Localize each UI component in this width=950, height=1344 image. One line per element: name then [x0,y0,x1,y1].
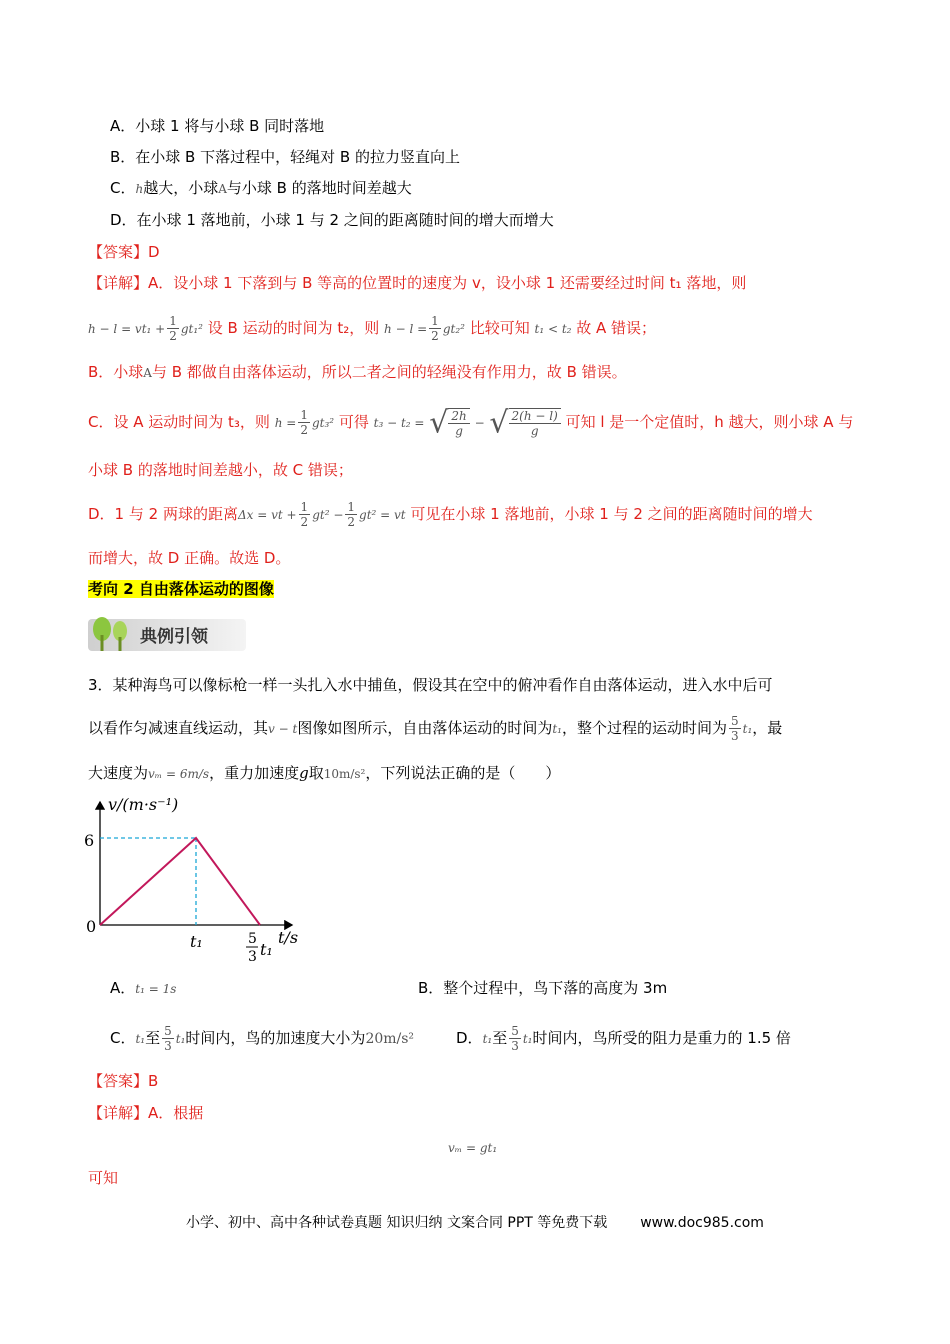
detail-2-eq: vₘ = gt₁ [448,1141,498,1155]
eq-dx: Δx = vt + [237,508,297,522]
frac-half: $\frac{1}{2}$ [169,314,177,343]
compare-text: 比较可知 [469,319,530,337]
eq-t1-lt-t2: t₁ < t₂ [534,322,572,336]
sqrt-2h-g: √ $\frac{2h}{g}$ [429,403,470,443]
answer-2: 【答案】B [88,1072,159,1090]
answer-1: 【答案】D [88,243,160,261]
math-20: 20m/s² [365,1031,415,1047]
math-t1b: t₁ [742,722,753,736]
detail-1-d-pre: D．1 与 2 两球的距离 [88,505,238,523]
frac-half-4: $\frac{1}{2}$ [300,500,309,529]
math-h: h [135,182,144,196]
detail-1-c-pre: C．设 A 运动时间为 t₃，则 [88,413,270,431]
option-d: D．在小球 1 落地前，小球 1 与 2 之间的距离随时间的增大而增大 [110,211,554,229]
math-gval: 10m/s² [323,767,366,781]
detail-1-a-end: 故 A 错误； [576,319,657,337]
option-b: B．在小球 B 下落过程中，轻绳对 B 的拉力竖直向上 [110,148,460,166]
math-a: A [218,182,227,196]
velocity-series-line [100,838,260,925]
eq-t3-t2: t₃ − t₂ = [373,416,425,430]
origin-label: 0 [86,917,97,936]
math-g: g [299,764,309,782]
option-c-prefix: C． [110,179,136,197]
detail-1-a2 [88,310,656,347]
y-axis-label: v/(m·s⁻¹) [108,795,179,814]
footer-link[interactable]: www.doc985.com [640,1215,764,1231]
frac-half-3: $\frac{1}{2}$ [300,408,308,437]
detail-2-l1: 【详解】A．根据 [88,1104,204,1122]
eq-gt1: gt₁² [180,322,203,336]
q3-line3: 大速度为vₘ = 6m/s，重力加速度g取10m/s²，下列说法正确的是（ ） [88,764,561,782]
detail-1-d2: 而增大，故 D 正确。故选 D。 [88,549,291,567]
detail-1-b: B．小球A与 B 都做自由落体运动，所以二者之间的轻绳没有作用力，故 B 错误。 [88,363,627,381]
detail-1-text: 设 B 运动的时间为 t₂，则 [207,319,380,337]
sqrt-2h-l-g: √ $\frac{2(h - l)}{g}$ [489,403,560,443]
detail-1-c2: 小球 B 的落地时间差越小，故 C 错误； [88,461,353,479]
math-a: A [143,366,152,380]
eq-gt-sq: gt² − [312,508,344,522]
frac-half-2: $\frac{1}{2}$ [431,314,439,343]
q3-line1: 3．某种海鸟可以像标枪一样一头扎入水中捕鱼，假设其在空中的俯冲看作自由落体运动，进入水中后可 [88,676,773,694]
q3-option-c: C．t₁至 $\frac{5}{3}$ t₁时间内，鸟的加速度大小为20m/s² [110,1024,415,1053]
option-a: A．小球 1 将与小球 B 同时落地 [110,117,325,135]
math-t1: t₁ [552,722,562,736]
eq-gt2: gt₂² [442,322,465,336]
x-tick-t1: t₁ [190,932,203,951]
frac-5-3: $\frac{5}{3}$ [730,714,739,743]
math-vm: vₘ = 6m/s [148,767,210,781]
detail-1-c-get: 可得 [338,413,369,431]
detail-1-d-post: 可见在小球 1 落地前，小球 1 与 2 之间的距离随时间的增大 [410,505,813,523]
detail-1-d [88,494,813,535]
eq-h-l: h − l = vt₁ + [88,322,166,336]
q3-option-d: D．t₁至 $\frac{5}{3}$ t₁时间内，鸟所受的阻力是重力的 1.5 倍 [456,1024,791,1053]
detail-2-l2: 可知 [88,1169,119,1187]
x-tick-5-3-num: 5 [248,931,257,947]
x-tick-5-3-den: 3 [248,949,257,965]
option-c-mid: 越大，小球 [143,179,219,197]
q3-option-b: B．整个过程中，鸟下落的高度为 3m [418,979,668,997]
vt-chart [82,790,322,970]
frac-5-3-d: $\frac{5}{3}$ [511,1024,519,1053]
eq-h: h = [274,416,297,430]
eq-vt: gt² = vt [359,508,406,522]
footer [0,1212,950,1232]
footer-text: 小学、初中、高中各种试卷真题 知识归纳 文案合同 PPT 等免费下载 [186,1215,608,1231]
math-t1-eq: t₁ = 1s [135,982,177,996]
detail-1-c-post: 可知 l 是一个定值时，h 越大，则小球 A 与 [565,413,854,431]
frac-5-3-c: $\frac{5}{3}$ [164,1024,172,1053]
eq-h-l-2: h − l = [384,322,428,336]
minus-sign: − [474,416,485,430]
banner-label: 典例引领 [140,627,208,647]
x-axis-label: t/s [278,928,299,947]
y-tick-6: 6 [84,831,95,850]
section-title: 考向 2 自由落体运动的图像 [88,580,274,598]
q3-line2: 以看作匀减速直线运动，其v − t图像如图所示，自由落体运动的时间为t₁，整个过程的运动时间为 $\frac{5}{3}$ t₁，最 [88,714,783,743]
detail-1-c [88,402,853,443]
option-c [110,178,412,199]
frac-half-5: $\frac{1}{2}$ [347,500,356,529]
math-vt: v − t [268,722,298,736]
x-tick-5-3-t: t₁ [260,940,273,959]
q3-option-a: A．t₁ = 1s [110,979,177,997]
eq-gt3: gt₃² [311,416,335,430]
detail-1-a1: 【详解】A．设小球 1 下落到与 B 等高的位置时的速度为 v，设小球 1 还需要经过时间 t₁ 落地，则 [88,274,747,292]
example-banner [88,615,248,655]
option-c-post: 与小球 B 的落地时间差越大 [226,179,412,197]
